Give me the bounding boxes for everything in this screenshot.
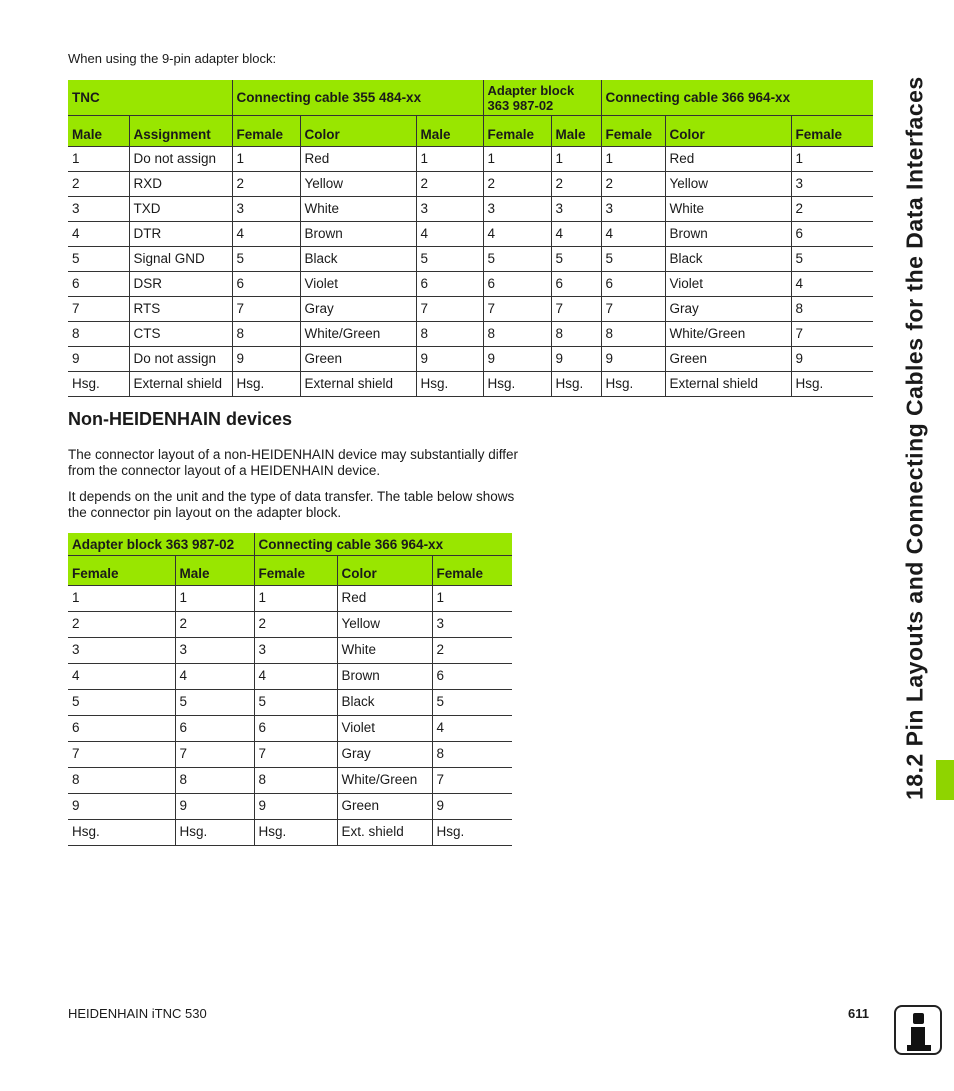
table-cell: 5 xyxy=(432,690,512,716)
table-cell: 7 xyxy=(791,322,873,347)
table-cell: 2 xyxy=(416,172,483,197)
table-cell: 9 xyxy=(551,347,601,372)
table-cell: DSR xyxy=(129,272,232,297)
column-header: Color xyxy=(337,556,432,586)
table-cell: 3 xyxy=(232,197,300,222)
table-cell: 6 xyxy=(416,272,483,297)
table-cell: Green xyxy=(300,347,416,372)
group-adapter-block-2: Adapter block 363 987-02 xyxy=(72,536,235,552)
table-row xyxy=(68,222,873,247)
table-cell: 8 xyxy=(254,768,337,794)
column-header: Female xyxy=(232,116,300,147)
table-cell: Brown xyxy=(300,222,416,247)
table-cell: Black xyxy=(337,690,432,716)
paragraph-1: The connector layout of a non-HEIDENHAIN device may substantially differ from the connector layout of a HEIDENHAIN device. xyxy=(68,447,518,478)
table-cell: 7 xyxy=(416,297,483,322)
table-cell: 6 xyxy=(432,664,512,690)
table-row xyxy=(68,347,873,372)
table-cell: 2 xyxy=(254,612,337,638)
table-cell: 9 xyxy=(68,794,175,820)
table-cell: 4 xyxy=(791,272,873,297)
table1-group-header xyxy=(68,80,873,116)
table-cell: 1 xyxy=(68,147,129,172)
table-cell: White/Green xyxy=(665,322,791,347)
table-row xyxy=(68,247,873,272)
column-header: Color xyxy=(300,116,416,147)
table-cell: 1 xyxy=(432,586,512,612)
column-header: Female xyxy=(432,556,512,586)
table-cell: Hsg. xyxy=(68,372,129,397)
intro-text: When using the 9-pin adapter block: xyxy=(68,51,277,66)
table-cell: Hsg. xyxy=(432,820,512,846)
table-cell: Yellow xyxy=(665,172,791,197)
table-cell: 4 xyxy=(551,222,601,247)
table-cell: 7 xyxy=(483,297,551,322)
table-row xyxy=(68,272,873,297)
table-cell: White xyxy=(665,197,791,222)
table-cell: Yellow xyxy=(337,612,432,638)
table-row xyxy=(68,638,512,664)
table-cell: 2 xyxy=(68,612,175,638)
table-cell: 6 xyxy=(175,716,254,742)
table-cell: 4 xyxy=(601,222,665,247)
table-cell: 7 xyxy=(551,297,601,322)
table-cell: 2 xyxy=(551,172,601,197)
table-cell: 1 xyxy=(175,586,254,612)
table-cell: 1 xyxy=(601,147,665,172)
column-header: Female xyxy=(483,116,551,147)
table-cell: Hsg. xyxy=(483,372,551,397)
table-cell: External shield xyxy=(665,372,791,397)
table-cell: 2 xyxy=(432,638,512,664)
table-cell: White xyxy=(300,197,416,222)
table-cell: 4 xyxy=(416,222,483,247)
pin-layout-table-non-heidenhain xyxy=(68,533,512,846)
table-cell: 5 xyxy=(232,247,300,272)
table-cell: 1 xyxy=(232,147,300,172)
table-cell: 9 xyxy=(254,794,337,820)
table-cell: 4 xyxy=(254,664,337,690)
table-cell: 2 xyxy=(601,172,665,197)
footer-product: HEIDENHAIN iTNC 530 xyxy=(68,1006,207,1021)
table-row xyxy=(68,322,873,347)
table-cell: DTR xyxy=(129,222,232,247)
table-cell: Hsg. xyxy=(791,372,873,397)
table-cell: 7 xyxy=(601,297,665,322)
pin-layout-table-9pin xyxy=(68,80,873,397)
table-cell: 8 xyxy=(416,322,483,347)
table-cell: White xyxy=(337,638,432,664)
table-cell: RTS xyxy=(129,297,232,322)
table-cell: 7 xyxy=(432,768,512,794)
table-row xyxy=(68,586,512,612)
table-cell: White/Green xyxy=(337,768,432,794)
table-cell: 4 xyxy=(432,716,512,742)
table-cell: Black xyxy=(300,247,416,272)
table-cell: 2 xyxy=(68,172,129,197)
chapter-tab xyxy=(936,760,954,800)
table-row xyxy=(68,372,873,397)
table-cell: 8 xyxy=(432,742,512,768)
table-cell: CTS xyxy=(129,322,232,347)
table-cell: 7 xyxy=(175,742,254,768)
table-cell: 7 xyxy=(232,297,300,322)
table-cell: 2 xyxy=(483,172,551,197)
table2-column-header xyxy=(68,556,512,586)
table-cell: 8 xyxy=(68,322,129,347)
table-cell: 2 xyxy=(791,197,873,222)
table-cell: 9 xyxy=(416,347,483,372)
table-cell: 5 xyxy=(483,247,551,272)
table-cell: 3 xyxy=(551,197,601,222)
group-adapter-block xyxy=(483,80,601,116)
column-header: Male xyxy=(551,116,601,147)
table-cell: 4 xyxy=(68,664,175,690)
table-cell: Ext. shield xyxy=(337,820,432,846)
paragraph-2: It depends on the unit and the type of data transfer. The table below shows the connector pin layout on the adapter block. xyxy=(68,489,515,520)
table-row xyxy=(68,147,873,172)
column-header: Male xyxy=(175,556,254,586)
table-cell: 6 xyxy=(483,272,551,297)
adapter-line-2: 363 987-02 xyxy=(487,97,554,113)
table-cell: External shield xyxy=(300,372,416,397)
table-cell: 7 xyxy=(68,297,129,322)
table-cell: 3 xyxy=(416,197,483,222)
table-cell: Violet xyxy=(665,272,791,297)
table-cell: 2 xyxy=(232,172,300,197)
table-cell: 6 xyxy=(551,272,601,297)
table-cell: 9 xyxy=(432,794,512,820)
table-cell: 8 xyxy=(483,322,551,347)
group-tnc: TNC xyxy=(72,90,100,105)
table-cell: 2 xyxy=(175,612,254,638)
table-cell: 7 xyxy=(68,742,175,768)
table-cell: 4 xyxy=(483,222,551,247)
table-cell: 5 xyxy=(551,247,601,272)
table-cell: 1 xyxy=(68,586,175,612)
column-header: Female xyxy=(68,556,175,586)
table2-group-header xyxy=(68,533,512,556)
table-cell: 8 xyxy=(551,322,601,347)
table-cell: External shield xyxy=(129,372,232,397)
column-header: Female xyxy=(791,116,873,147)
table-cell: 5 xyxy=(791,247,873,272)
table-row xyxy=(68,820,512,846)
table-cell: 5 xyxy=(416,247,483,272)
table-row xyxy=(68,690,512,716)
table-cell: Hsg. xyxy=(551,372,601,397)
table-cell: Black xyxy=(665,247,791,272)
table-row xyxy=(68,794,512,820)
table-cell: Red xyxy=(337,586,432,612)
table-cell: 6 xyxy=(791,222,873,247)
table-row xyxy=(68,612,512,638)
table-cell: Hsg. xyxy=(254,820,337,846)
table-cell: Gray xyxy=(665,297,791,322)
table-cell: Green xyxy=(337,794,432,820)
table-cell: RXD xyxy=(129,172,232,197)
table-cell: 1 xyxy=(254,586,337,612)
table-row xyxy=(68,664,512,690)
table-cell: 5 xyxy=(68,690,175,716)
table-cell: Gray xyxy=(337,742,432,768)
table-cell: Violet xyxy=(337,716,432,742)
table-row xyxy=(68,768,512,794)
table-cell: Hsg. xyxy=(232,372,300,397)
adapter-line-1: Adapter block xyxy=(487,82,575,98)
table-cell: Yellow xyxy=(300,172,416,197)
table-cell: 6 xyxy=(68,716,175,742)
table-cell: 1 xyxy=(483,147,551,172)
table-cell: 6 xyxy=(232,272,300,297)
table-cell: Green xyxy=(665,347,791,372)
table-cell: Hsg. xyxy=(601,372,665,397)
table-cell: 3 xyxy=(791,172,873,197)
table-row xyxy=(68,742,512,768)
table-row xyxy=(68,197,873,222)
table-cell: 3 xyxy=(432,612,512,638)
table-cell: 9 xyxy=(791,347,873,372)
table-cell: 6 xyxy=(68,272,129,297)
table-row xyxy=(68,172,873,197)
chapter-side-title: 18.2 Pin Layouts and Connecting Cables for the Data Interfaces xyxy=(901,76,928,800)
table-cell: Do not assign xyxy=(129,347,232,372)
table-cell: 9 xyxy=(232,347,300,372)
table-cell: 8 xyxy=(232,322,300,347)
table-cell: 9 xyxy=(601,347,665,372)
table-cell: 4 xyxy=(232,222,300,247)
table-cell: 6 xyxy=(601,272,665,297)
table-cell: Hsg. xyxy=(416,372,483,397)
table-cell: Signal GND xyxy=(129,247,232,272)
info-icon xyxy=(894,1005,942,1055)
table-cell: 3 xyxy=(68,638,175,664)
table-cell: Red xyxy=(665,147,791,172)
table-cell: 4 xyxy=(175,664,254,690)
table-cell: 5 xyxy=(254,690,337,716)
table-cell: 3 xyxy=(254,638,337,664)
table-cell: 1 xyxy=(791,147,873,172)
table-cell: White/Green xyxy=(300,322,416,347)
table-cell: Brown xyxy=(665,222,791,247)
table-cell: 5 xyxy=(601,247,665,272)
table-row xyxy=(68,716,512,742)
column-header: Color xyxy=(665,116,791,147)
table-cell: TXD xyxy=(129,197,232,222)
section-heading: Non-HEIDENHAIN devices xyxy=(68,409,293,429)
table-cell: 4 xyxy=(68,222,129,247)
group-cable-366964-2: Connecting cable 366 964-xx xyxy=(254,533,512,556)
table-cell: 3 xyxy=(175,638,254,664)
table-cell: Violet xyxy=(300,272,416,297)
table-cell: 5 xyxy=(68,247,129,272)
table-cell: Gray xyxy=(300,297,416,322)
table-cell: 9 xyxy=(68,347,129,372)
table-cell: 5 xyxy=(175,690,254,716)
column-header: Female xyxy=(601,116,665,147)
table-cell: 1 xyxy=(416,147,483,172)
column-header: Assignment xyxy=(129,116,232,147)
table-cell: Hsg. xyxy=(175,820,254,846)
table1-column-header xyxy=(68,116,873,147)
table-cell: 8 xyxy=(68,768,175,794)
column-header: Male xyxy=(68,116,129,147)
table-cell: Red xyxy=(300,147,416,172)
page-number: 611 xyxy=(848,1006,869,1021)
table-cell: Brown xyxy=(337,664,432,690)
table-cell: 9 xyxy=(483,347,551,372)
table-row xyxy=(68,297,873,322)
column-header: Female xyxy=(254,556,337,586)
table-cell: 1 xyxy=(551,147,601,172)
table-cell: 3 xyxy=(601,197,665,222)
group-cable-366964: Connecting cable 366 964-xx xyxy=(601,80,873,116)
column-header: Male xyxy=(416,116,483,147)
table-cell: 9 xyxy=(175,794,254,820)
group-cable-355484: Connecting cable 355 484-xx xyxy=(232,80,483,116)
table-cell: 7 xyxy=(254,742,337,768)
table-cell: 8 xyxy=(791,297,873,322)
table-cell: 3 xyxy=(483,197,551,222)
table-cell: 6 xyxy=(254,716,337,742)
table-cell: 3 xyxy=(68,197,129,222)
table-cell: 8 xyxy=(601,322,665,347)
table-cell: Do not assign xyxy=(129,147,232,172)
table-cell: Hsg. xyxy=(68,820,175,846)
table-cell: 8 xyxy=(175,768,254,794)
